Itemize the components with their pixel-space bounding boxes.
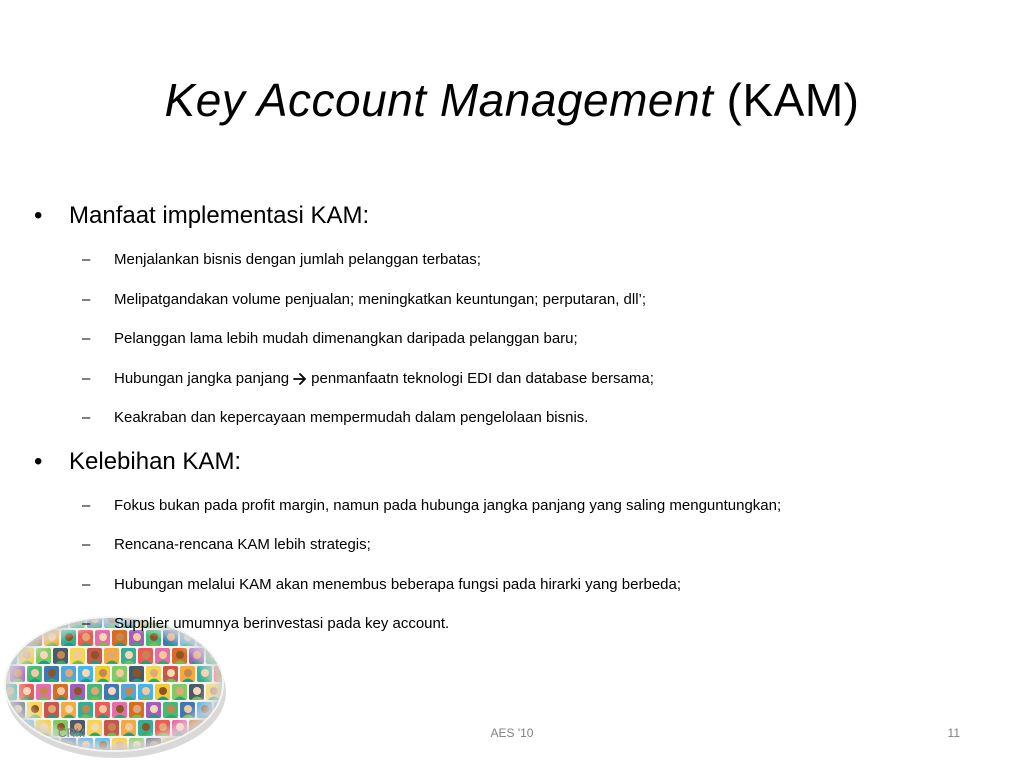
person-tile [19,612,34,628]
bullet-icon: • [34,447,43,475]
list-item-text: Rencana-rencana KAM lebih strategis; [114,536,371,553]
list-item-text: Menjalankan bisnis dengan jumlah pelanggan terbatas; [114,251,481,268]
section-heading-manfaat [34,196,994,242]
person-body [12,751,24,755]
right-arrow-icon [293,373,307,385]
person-head [201,741,209,749]
dash-marker: – [82,290,91,308]
list-item [34,282,994,322]
list-item-text: Hubungan melalui KAM akan menembus beberapa fungsi pada hirarki yang berbeda; [114,575,682,593]
list-item-text-before: Hubungan jangka panjang [114,369,290,387]
dash-marker: – [82,409,91,426]
person-body [165,751,177,755]
person-body [216,751,226,755]
section-heading-text: Manfaat implementasi KAM: [69,202,370,229]
list-item [34,606,994,646]
dash-marker: – [82,615,91,632]
section-heading-text: Kelebihan KAM: [69,447,242,475]
list-item-text: Keakraban dan kepercayaan mempermudah dalam pengelolaan bisnis. [114,409,589,426]
slide-title [0,58,1024,142]
list-item [34,527,994,567]
footer-center: AES '10 [490,726,534,740]
person-tile [10,630,25,646]
list-item [34,361,994,401]
dash-marker: – [82,536,91,553]
dash-marker: – [82,251,91,268]
person-head [14,633,22,641]
person-body [4,625,16,629]
person-head [23,615,31,623]
footer-page-number: 11 [947,726,960,740]
list-item-text: Fokus bukan pada profit margin, namun pada hubunga jangka panjang yang saling menguntungkan; [114,496,782,514]
person-body [46,751,58,755]
list-item [34,488,994,528]
list-item [34,567,994,607]
title-plain: (KAM) [713,74,860,126]
person-body [199,751,211,755]
list-item-text: Supplier umumnya berinvestasi pada key account. [114,615,450,632]
list-item-text [114,361,654,397]
list-item-text: Melipatgandakan volume penjualan; meningkatkan keuntungan; perputaran, dll’; [114,290,647,308]
title-italic: Key Account Management [164,74,714,126]
dash-marker: – [82,369,91,387]
person-head [6,615,14,623]
footer-left: CRM [58,726,86,740]
list-item [34,321,994,361]
list-item-text: Pelanggan lama lebih mudah dimenangkan daripada pelanggan baru; [114,330,578,347]
list-item-text-after: penmanfaatn teknologi EDI dan database bersama; [311,369,654,387]
person-tile [2,612,17,628]
section-heading-kelebihan [34,442,994,488]
person-head [31,741,39,749]
list-item [34,242,994,282]
dash-marker: – [82,330,91,347]
list-item [34,400,994,440]
dash-marker: – [82,575,91,593]
slide-body [34,196,994,646]
person-body [182,751,194,755]
dash-marker: – [82,496,91,514]
bullet-icon: • [34,202,43,229]
person-head [218,741,226,749]
person-head [14,741,22,749]
person-body [12,643,24,647]
person-body [21,625,33,629]
person-body [29,751,41,755]
